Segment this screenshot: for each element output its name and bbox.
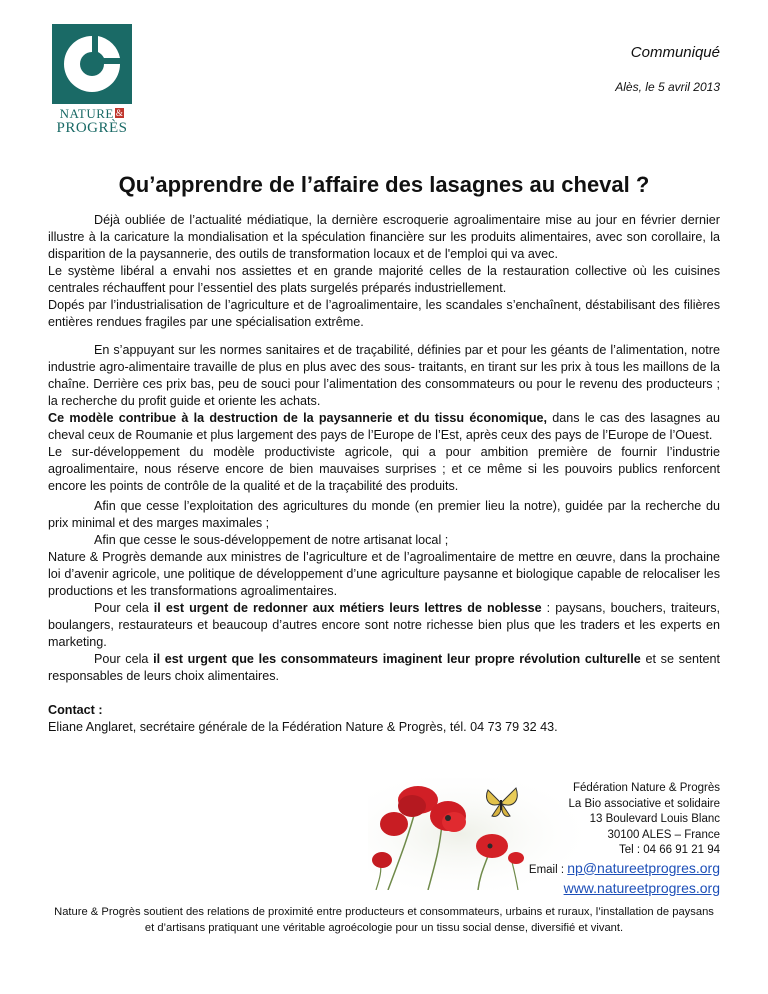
- street-address: 13 Boulevard Louis Blanc: [589, 813, 720, 825]
- phone: Tel : 04 66 91 21 94: [618, 844, 720, 856]
- paragraph: Dopés par l’industrialisation de l’agriculture et de l’agroalimentaire, les scandales s’enchaînent, déstabilisant des filières entières rendues fragiles par une spécialisation extrême.: [48, 298, 720, 329]
- website-row: [529, 879, 720, 899]
- bold-statement: Ce modèle contribue à la destruction de la paysannerie et du tissu économique,: [48, 411, 548, 425]
- logo-word-nature: NATURE &: [59, 106, 124, 121]
- bold-statement: il est urgent que les consommateurs imaginent leur propre révolution culturelle: [153, 652, 641, 666]
- page-title: Qu’apprendre de l’affaire des lasagnes au cheval ?: [118, 172, 650, 197]
- paragraph: Pour cela il est urgent que les consommateurs imaginent leur propre révolution culturelle et se sentent responsables de leurs choix alimentaires.: [48, 652, 720, 683]
- logo-mark-icon: [52, 24, 132, 104]
- document-type: Communiqué: [630, 44, 720, 61]
- paragraph: Le système libéral a envahi nos assiettes et en grande majorité celles de la restauration collective où les cuisines centrales réchauffent pour l’essentiel des plats surgelés préparés industriellement.: [48, 264, 720, 295]
- footer-statement: Nature & Progrès soutient des relations de proximité entre producteurs et consommateurs, urbains et ruraux, l’installation de paysans et d’artisans pratiquant une véritable agroécologie pour un tissu social dense, diversifié et vivant.: [54, 906, 714, 934]
- paragraph: Pour cela il est urgent de redonner aux métiers leurs lettres de noblesse : paysans, bouchers, traiteurs, boulangers, restaurateurs et beaucoup d’autres encore sont notre richesse bien plus que les traders et les experts en marketing.: [48, 601, 720, 649]
- paragraph: Afin que cesse l’exploitation des agricultures du monde (en premier lieu la notre), guidée par la recherche du prix minimal et des marges maximales ;: [48, 499, 720, 530]
- contact-label: Contact :: [48, 703, 103, 717]
- contact-block: [48, 702, 558, 736]
- paragraph: Ce modèle contribue à la destruction de la paysannerie et du tissu économique, dans le cas des lasagnes au cheval ceux de Roumanie et plus largement des pays de l’Europe de l’Est, après ceux des pays de l’Europe de l’Ouest.: [48, 411, 720, 442]
- logo-word-progres: PROGRÈS: [56, 120, 128, 136]
- body-section-2: [48, 342, 720, 495]
- contact-text: Eliane Anglaret, secrétaire générale de la Fédération Nature & Progrès, tél. 04 73 79 32 43.: [48, 720, 558, 734]
- email-link[interactable]: np@natureetprogres.org: [567, 859, 720, 876]
- paragraph: Déjà oubliée de l’actualité médiatique, la dernière escroquerie agroalimentaire mise au jour en février dernier illustre à la caricature la mondialisation et la spéculation financière sur les produits alimentaires, avec son corollaire, la disparition de la paysannerie, des outils de transformation locaux et de l'emploi qui va avec.: [48, 213, 720, 261]
- bold-statement: il est urgent de redonner aux métiers leurs lettres de noblesse: [153, 601, 542, 615]
- email-row: [529, 859, 720, 879]
- org-name: Fédération Nature & Progrès: [572, 782, 720, 794]
- org-tagline: La Bio associative et solidaire: [568, 797, 720, 810]
- paragraph: Afin que cesse le sous-développement de notre artisanat local ;: [94, 533, 449, 547]
- paragraph: En s’appuyant sur les normes sanitaires et de traçabilité, définies par et pour les géants de l’alimentation, notre industrie agro-alimentaire travaille de plus en plus avec des sous- traitants, en tirant sur les prix à tous les maillons de la chaîne. Derrière ces prix bas, peu de souci pour l’alimentation des consommateurs ou pour le revenu des producteurs ; la recherche du profit guide et oriente les achats.: [48, 343, 720, 408]
- city-address: 30100 ALES – France: [607, 828, 720, 841]
- body-section-1: [48, 212, 720, 331]
- website-link[interactable]: www.natureetprogres.org: [563, 879, 720, 896]
- paragraph: Le sur-développement du modèle productiviste agricole, qui a pour ambition première de fournir l’industrie agroalimentaire, nous réserve encore de bien mauvaises surprises ; et ce même si les pouvoirs publics renforcent encore les points de contrôle de la qualité et de la traçabilité des produits.: [48, 445, 720, 493]
- address-block: [529, 781, 720, 899]
- dateline: Alès, le 5 avril 2013: [615, 80, 720, 94]
- email-label: Email :: [528, 863, 568, 876]
- body-section-3: [48, 498, 720, 685]
- paragraph: Nature & Progrès demande aux ministres de l’agriculture et de l’agroalimentaire de mettre en œuvre, dans la prochaine loi d’avenir agricole, une politique de développement d’une agriculture paysanne et biologique capable de relocaliser les productions et les transformations agroalimentaires.: [48, 550, 720, 598]
- nature-progres-logo: [48, 22, 136, 134]
